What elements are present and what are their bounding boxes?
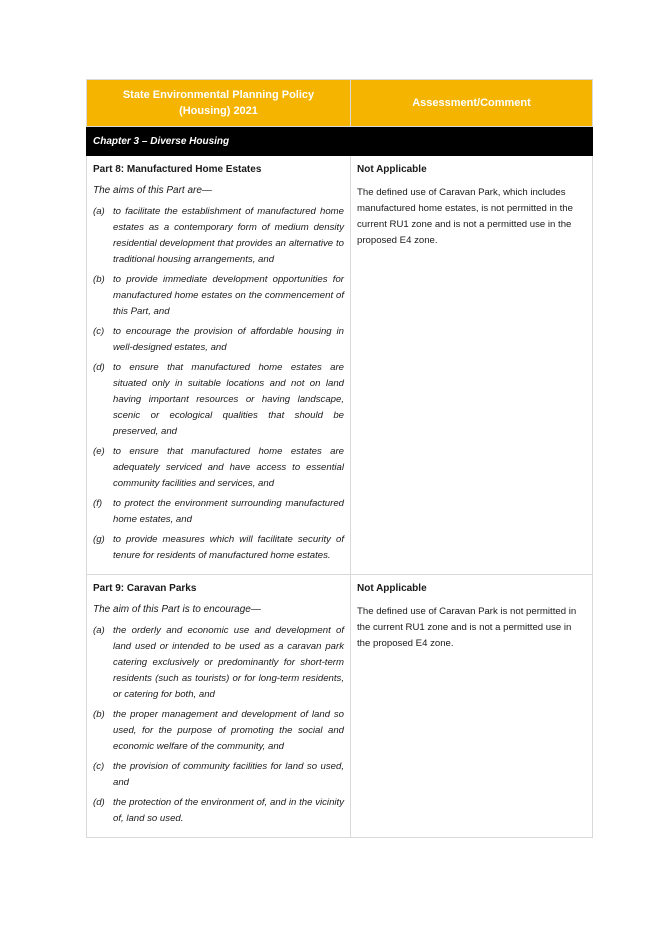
assessment-comment: The defined use of Caravan Park is not permitted in the current RU1 zone and is not a permitted use in the proposed E4 zone. xyxy=(357,606,577,649)
part-intro: The aim of this Part is to encourage— xyxy=(93,604,261,615)
policy-cell xyxy=(87,575,351,838)
aim-item xyxy=(93,204,344,268)
aim-letter: (b) xyxy=(93,274,105,285)
policy-cell xyxy=(87,156,351,575)
aim-letter: (d) xyxy=(93,362,105,373)
assessment-table xyxy=(86,79,593,838)
aim-text: to ensure that manufactured home estates are adequately serviced and have access to essential community facilities and services, and xyxy=(113,446,344,489)
aim-item xyxy=(93,444,344,492)
aim-letter: (g) xyxy=(93,534,105,545)
aim-letter: (f) xyxy=(93,498,103,509)
assessment-status: Not Applicable xyxy=(357,583,427,594)
aim-text: to protect the environment surrounding manufactured home estates, and xyxy=(113,498,344,525)
aim-text: the orderly and economic use and development of land used or intended to be used as a caravan park catering exclusively or predominantly for short-term residents (such as tourists) or for long-term residents, or catering for both, and xyxy=(113,625,344,700)
aim-text: the provision of community facilities for land so used, and xyxy=(113,761,344,788)
assessment-comment: The defined use of Caravan Park, which includes manufactured home estates, is not permitted in the current RU1 zone and is not a permitted use in the proposed E4 zone. xyxy=(357,187,573,246)
assessment-status: Not Applicable xyxy=(357,164,427,175)
aim-letter: (a) xyxy=(93,206,105,217)
aim-item xyxy=(93,324,344,356)
aim-item xyxy=(93,272,344,320)
header-assessment: Assessment/Comment xyxy=(351,80,593,127)
aim-letter: (c) xyxy=(93,761,105,772)
chapter-row xyxy=(87,127,593,156)
aim-text: to facilitate the establishment of manufactured home estates as a contemporary form of medium density residential development that provides an alternative to traditional housing arrangements, and xyxy=(113,206,344,265)
aim-item xyxy=(93,623,344,703)
aim-text: the proper management and development of land so used, for the purpose of promoting the social and economic welfare of the community, and xyxy=(113,709,344,752)
table-header-row xyxy=(87,80,593,127)
aim-text: to ensure that manufactured home estates are situated only in suitable locations and not on land having important resources or having landscape, scenic or ecological qualities that should be preserved, and xyxy=(113,362,344,437)
part-title: Part 8: Manufactured Home Estates xyxy=(93,164,262,175)
table-row xyxy=(87,156,593,575)
aim-item xyxy=(93,496,344,528)
aim-letter: (b) xyxy=(93,709,105,720)
aim-text: to provide measures which will facilitate security of tenure for residents of manufactured home estates. xyxy=(113,534,344,561)
aim-item xyxy=(93,360,344,440)
aim-text: to encourage the provision of affordable housing in well-designed estates, and xyxy=(113,326,344,353)
aim-letter: (e) xyxy=(93,446,105,457)
aim-letter: (d) xyxy=(93,797,105,808)
aim-text: to provide immediate development opportunities for manufactured home estates on the commencement of this Part, and xyxy=(113,274,344,317)
assessment-cell xyxy=(351,575,593,838)
assessment-cell xyxy=(351,156,593,575)
aim-letter: (a) xyxy=(93,625,105,636)
aim-item xyxy=(93,759,344,791)
part-title: Part 9: Caravan Parks xyxy=(93,583,197,594)
aim-item xyxy=(93,707,344,755)
table-row xyxy=(87,575,593,838)
aim-text: the protection of the environment of, and in the vicinity of, land so used. xyxy=(113,797,344,824)
aim-item xyxy=(93,532,344,564)
header-policy: State Environmental Planning Policy (Housing) 2021 xyxy=(87,80,351,127)
chapter-title: Chapter 3 – Diverse Housing xyxy=(87,127,593,156)
aim-item xyxy=(93,795,344,827)
part-intro: The aims of this Part are— xyxy=(93,185,212,196)
aim-letter: (c) xyxy=(93,326,105,337)
